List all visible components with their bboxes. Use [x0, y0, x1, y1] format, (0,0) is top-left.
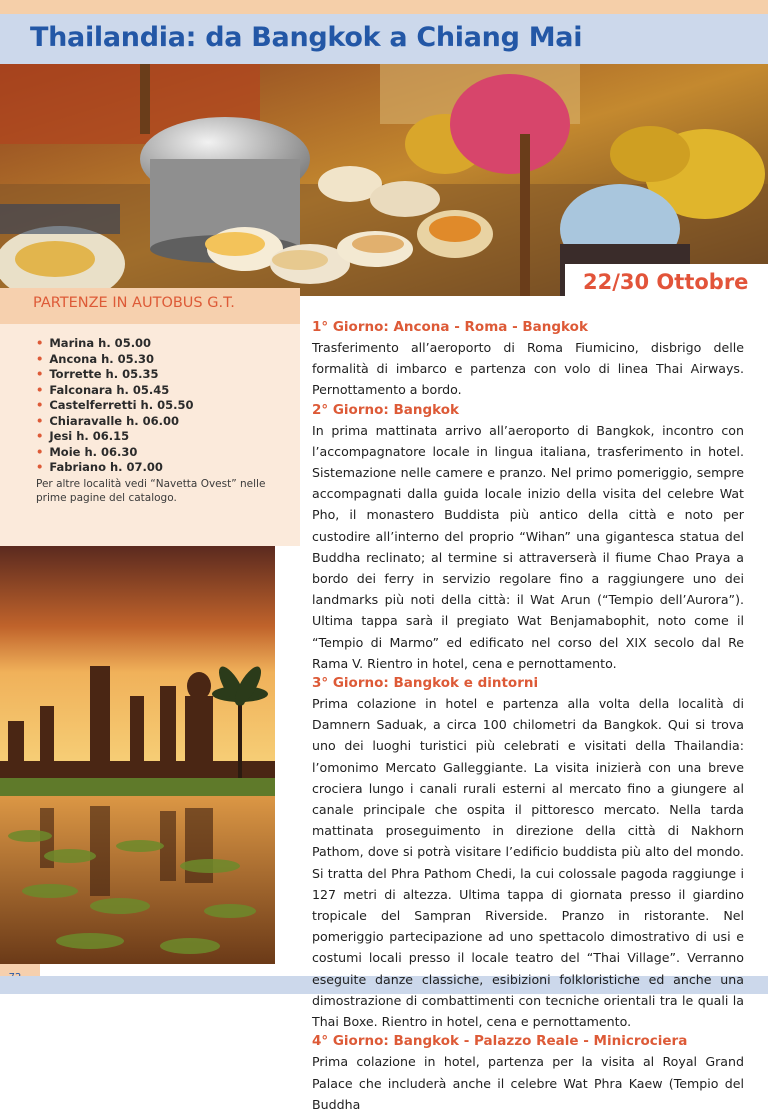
departure-item: • Moie h. 06.30 — [36, 444, 138, 459]
departures-note: Per altre località vedi “Navetta Ovest” nelle prime pagine del catalogo. — [36, 478, 266, 504]
floating-market-photo — [0, 64, 768, 296]
trip-dates: 22/30 Ottobre — [583, 270, 749, 294]
departures-list — [36, 336, 193, 476]
departure-item: • Falconara h. 05.45 — [36, 382, 170, 397]
day-1-text: Trasferimento all’aeroporto di Roma Fiumicino, disbrigo delle formalità di imbarco e partenza con volo di linea Thai Airways. Pernottamento a bordo. — [312, 340, 744, 398]
page-title: Thailandia: da Bangkok a Chiang Mai — [30, 22, 583, 53]
departure-item: • Torrette h. 05.35 — [36, 367, 159, 381]
itinerary — [312, 318, 744, 1115]
day-1-heading: 1° Giorno: Ancona - Roma - Bangkok — [312, 319, 588, 335]
departure-item: • Jesi h. 06.15 — [36, 429, 130, 443]
day-2-text: In prima mattinata arrivo all’aeroporto di Bangkok, incontro con l’accompagnatore locale in lingua italiana, trasferimento in hotel. Sistemazione nelle camere e pranzo. Nel primo pomeriggio, sempre accompagnati dalla guida locale inizio della visita del celebre Wat Pho, il monastero Buddista più antico della città e noto per custodire all’interno del proprio “Wihan” una gigantesca statua del Buddha reclinato; al termine si attraverserà il fiume Chao Praya a bordo dei ferry in servizio regolare fino a raggiungere uno dei landmarks più noti della città: il Wat Arun (“Tempio dell’Aurora”). Ultima tappa sarà il pregiato Wat Benjamabophit, noto come il “Tempio di Marmo” ed edificato nel corso del XIX secolo dal Re Rama V. Rientro in hotel, cena e pernottamento. — [312, 422, 744, 671]
departure-item: • Castelferretti h. 05.50 — [36, 398, 194, 412]
departure-item: • Fabriano h. 07.00 — [36, 460, 163, 474]
day-2-heading: 2° Giorno: Bangkok — [312, 401, 460, 418]
day-4-text: Prima colazione in hotel, partenza per la visita al Royal Grand Palace che includerà anche il celebre Wat Phra Kaew (Tempio del Buddha — [312, 1054, 744, 1112]
day-3-text: Prima colazione in hotel e partenza alla volta della località di Damnern Saduak, a circa 100 chilometri da Bangkok. Qui si trova uno dei luoghi turistici più celebrati e visitati della Thailandia: l’omonimo Mercato Galleggiante. La visita inizierà con una breve crociera lungo i canali rurali esterni al mercato fino a giungere al canale principale che ospita il pittoresco mercato. Nella tarda mattinata proseguimento in direzione della città di Nakhorn Pathom, dove si potrà visitare l’edificio buddista più alto del mondo. Si tratta del Phra Pathom Chedi, la cui colossale pagoda raggiunge i 127 metri di altezza. Ultima tappa di giornata presso il giardino tropicale del Sampran Riverside. Pranzo in ristorante. Nel pomeriggio partecipazione ad uno spettacolo dimostrativo di usi e costumi locali presso il locale teatro del “Thai Village”. Verranno eseguite danze classiche, esibizioni folkloristiche ed anche una dimostrazione di combattimenti con tecniche orientali tra le quali la Thai Boxe. Rientro in hotel, cena e pernottamento. — [312, 696, 744, 1030]
departure-item: • Ancona h. 05.30 — [36, 351, 155, 366]
top-color-strip — [0, 0, 768, 14]
departure-item: • Marina h. 05.00 — [36, 336, 152, 350]
departure-item: • Chiaravalle h. 06.00 — [36, 413, 179, 428]
day-3-heading: 3° Giorno: Bangkok e dintorni — [312, 675, 539, 692]
departures-heading: PARTENZE IN AUTOBUS G.T. — [33, 295, 235, 311]
day-4-heading: 4° Giorno: Bangkok - Palazzo Reale - Minicrociera — [312, 1033, 688, 1050]
temple-ruins-photo — [0, 546, 275, 964]
